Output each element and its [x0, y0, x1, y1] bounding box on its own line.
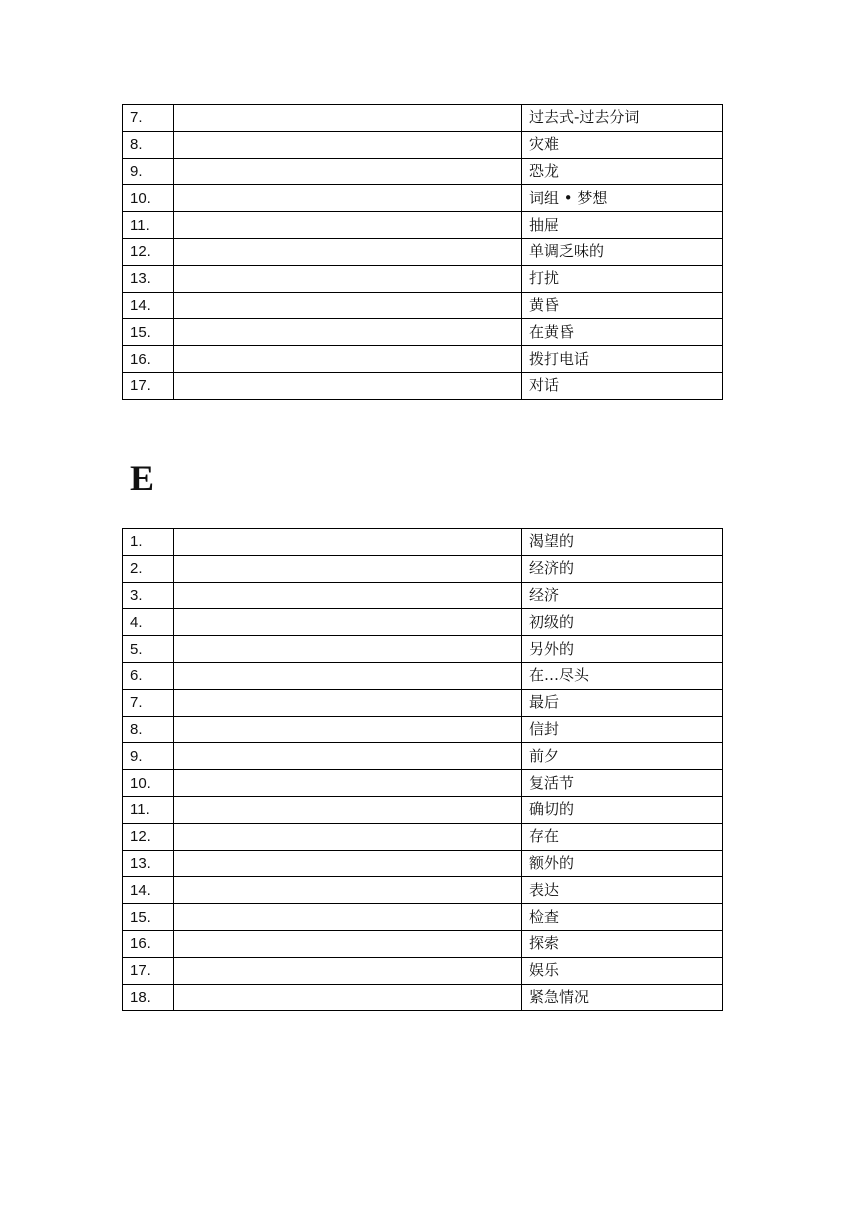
chinese-meaning: 紧急情况 [522, 984, 723, 1011]
table-row [123, 238, 723, 265]
answer-blank [174, 957, 522, 984]
table-row [123, 770, 723, 797]
row-number: 14. [123, 877, 174, 904]
table-row [123, 850, 723, 877]
answer-blank [174, 689, 522, 716]
row-number: 8. [123, 131, 174, 158]
table-row [123, 292, 723, 319]
chinese-meaning: 在黄昏 [522, 319, 723, 346]
table-row [123, 984, 723, 1011]
chinese-meaning: 确切的 [522, 796, 723, 823]
chinese-meaning: 在…尽头 [522, 662, 723, 689]
answer-blank [174, 930, 522, 957]
answer-blank [174, 716, 522, 743]
answer-blank [174, 212, 522, 239]
row-number: 7. [123, 105, 174, 132]
chinese-meaning: 探索 [522, 930, 723, 957]
chinese-meaning: 渴望的 [522, 529, 723, 556]
row-number: 12. [123, 238, 174, 265]
answer-blank [174, 555, 522, 582]
answer-blank [174, 185, 522, 212]
chinese-meaning: 灾难 [522, 131, 723, 158]
chinese-meaning: 经济 [522, 582, 723, 609]
row-number: 8. [123, 716, 174, 743]
answer-blank [174, 984, 522, 1011]
chinese-meaning: 单调乏味的 [522, 238, 723, 265]
chinese-meaning: 娱乐 [522, 957, 723, 984]
chinese-meaning: 打扰 [522, 265, 723, 292]
table-row [123, 930, 723, 957]
row-number: 13. [123, 850, 174, 877]
chinese-meaning: 对话 [522, 372, 723, 399]
vocab-table-top [122, 104, 723, 400]
answer-blank [174, 265, 522, 292]
row-number: 16. [123, 346, 174, 373]
row-number: 13. [123, 265, 174, 292]
table-row [123, 319, 723, 346]
answer-blank [174, 582, 522, 609]
row-number: 15. [123, 319, 174, 346]
chinese-meaning: 经济的 [522, 555, 723, 582]
chinese-meaning: 额外的 [522, 850, 723, 877]
table-row [123, 877, 723, 904]
chinese-meaning: 表达 [522, 877, 723, 904]
row-number: 1. [123, 529, 174, 556]
row-number: 11. [123, 212, 174, 239]
table-row [123, 957, 723, 984]
table-row [123, 743, 723, 770]
answer-blank [174, 823, 522, 850]
chinese-meaning: 过去式-过去分词 [522, 105, 723, 132]
answer-blank [174, 662, 522, 689]
answer-blank [174, 372, 522, 399]
table-row [123, 346, 723, 373]
table-row [123, 662, 723, 689]
row-number: 6. [123, 662, 174, 689]
answer-blank [174, 238, 522, 265]
row-number: 2. [123, 555, 174, 582]
table-row [123, 529, 723, 556]
table-row [123, 716, 723, 743]
chinese-meaning: 复活节 [522, 770, 723, 797]
answer-blank [174, 131, 522, 158]
answer-blank [174, 609, 522, 636]
answer-blank [174, 743, 522, 770]
row-number: 3. [123, 582, 174, 609]
table-row [123, 185, 723, 212]
table-row [123, 372, 723, 399]
answer-blank [174, 636, 522, 663]
table-row [123, 105, 723, 132]
row-number: 11. [123, 796, 174, 823]
row-number: 5. [123, 636, 174, 663]
vocab-table-e [122, 528, 723, 1011]
row-number: 4. [123, 609, 174, 636]
chinese-meaning: 存在 [522, 823, 723, 850]
row-number: 18. [123, 984, 174, 1011]
table-row [123, 904, 723, 931]
answer-blank [174, 319, 522, 346]
row-number: 17. [123, 372, 174, 399]
row-number: 9. [123, 743, 174, 770]
table-row [123, 158, 723, 185]
row-number: 15. [123, 904, 174, 931]
chinese-meaning: 拨打电话 [522, 346, 723, 373]
chinese-meaning: 前夕 [522, 743, 723, 770]
chinese-meaning: 词组 • 梦想 [522, 185, 723, 212]
table-row [123, 689, 723, 716]
table-row [123, 212, 723, 239]
chinese-meaning: 抽屉 [522, 212, 723, 239]
answer-blank [174, 904, 522, 931]
answer-blank [174, 770, 522, 797]
answer-blank [174, 850, 522, 877]
answer-blank [174, 292, 522, 319]
chinese-meaning: 检查 [522, 904, 723, 931]
row-number: 17. [123, 957, 174, 984]
row-number: 9. [123, 158, 174, 185]
row-number: 12. [123, 823, 174, 850]
chinese-meaning: 信封 [522, 716, 723, 743]
row-number: 10. [123, 185, 174, 212]
table-row [123, 609, 723, 636]
row-number: 10. [123, 770, 174, 797]
chinese-meaning: 初级的 [522, 609, 723, 636]
chinese-meaning: 最后 [522, 689, 723, 716]
table-row [123, 796, 723, 823]
chinese-meaning: 另外的 [522, 636, 723, 663]
answer-blank [174, 529, 522, 556]
vocab-table-body [123, 105, 723, 400]
table-row [123, 131, 723, 158]
row-number: 16. [123, 930, 174, 957]
answer-blank [174, 158, 522, 185]
chinese-meaning: 恐龙 [522, 158, 723, 185]
vocab-table-body [123, 529, 723, 1011]
row-number: 14. [123, 292, 174, 319]
chinese-meaning: 黄昏 [522, 292, 723, 319]
answer-blank [174, 105, 522, 132]
answer-blank [174, 346, 522, 373]
table-row [123, 555, 723, 582]
section-heading-e: E [130, 458, 155, 498]
table-row [123, 636, 723, 663]
answer-blank [174, 877, 522, 904]
answer-blank [174, 796, 522, 823]
table-row [123, 823, 723, 850]
table-row [123, 582, 723, 609]
row-number: 7. [123, 689, 174, 716]
table-row [123, 265, 723, 292]
